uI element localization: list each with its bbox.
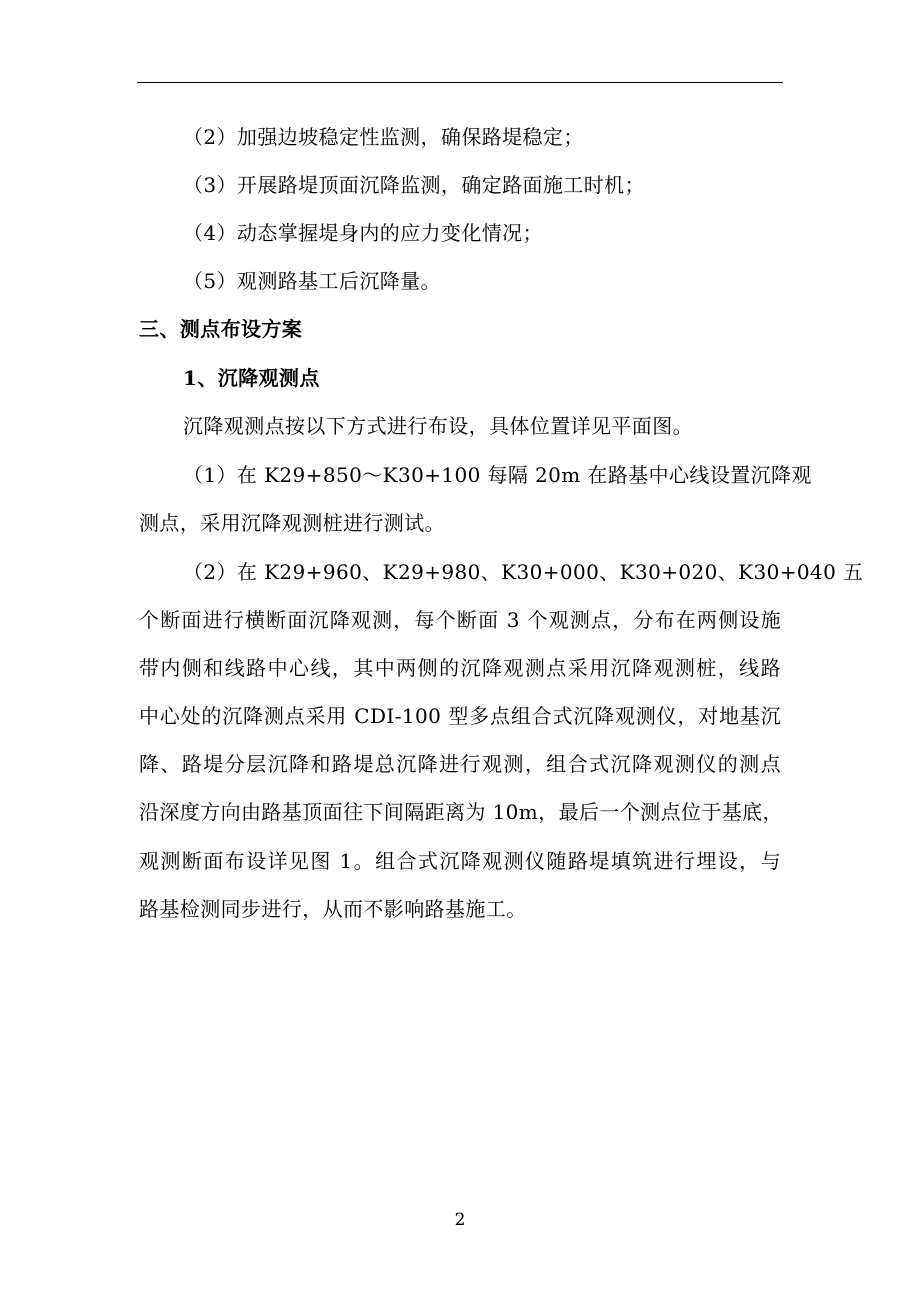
item2-line5: 降、路堤分层沉降和路堤总沉降进行观测，组合式沉降观测仪的测点 [139,752,781,776]
item2-line2: 个断面进行横断面沉降观测，每个断面 3 个观测点，分布在两侧设施 [139,608,781,632]
page-number: 2 [454,1210,466,1230]
list-item-5: （5）观测路基工后沉降量。 [183,269,441,293]
header-rule [137,82,783,83]
item1-line2: 测点，采用沉降观测桩进行测试。 [139,511,445,535]
subsection-heading: 1、沉降观测点 [183,366,320,390]
item2-line4: 中心处的沉降测点采用 CDI-100 型多点组合式沉降观测仪，对地基沉 [139,704,781,728]
item1-line1: （1）在 K29+850～K30+100 每隔 20m 在路基中心线设置沉降观 [183,463,812,487]
item2-line6: 沿深度方向由路基顶面往下间隔距离为 10m，最后一个测点位于基底， [139,800,783,824]
list-item-3: （3）开展路堤顶面沉降监测，确定路面施工时机； [183,173,645,197]
intro-paragraph: 沉降观测点按以下方式进行布设，具体位置详见平面图。 [183,414,693,438]
section-heading: 三、测点布设方案 [139,317,303,341]
item2-line3: 带内侧和线路中心线，其中两侧的沉降观测点采用沉降观测桩，线路 [139,656,781,680]
list-item-4: （4）动态掌握堤身内的应力变化情况； [183,221,543,245]
item2-line7: 观测断面布设详见图 1。组合式沉降观测仪随路堤填筑进行埋设，与 [139,849,781,873]
item2-line1: （2）在 K29+960、K29+980、K30+000、K30+020、K30+040 五 [183,560,864,584]
item2-line8: 路基检测同步进行，从而不影响路基施工。 [139,897,527,921]
list-item-2: （2）加强边坡稳定性监测，确保路堤稳定； [183,125,584,149]
